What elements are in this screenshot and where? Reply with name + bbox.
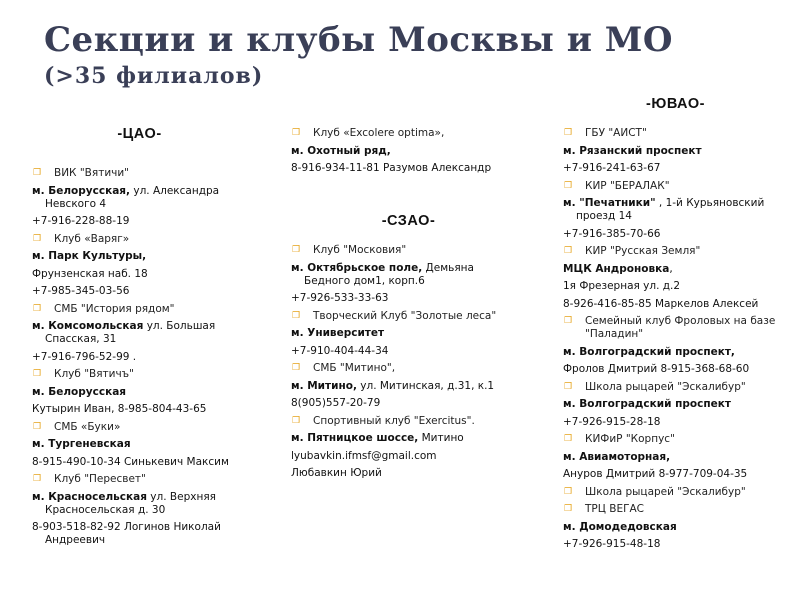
phone-line: +7-985-345-03-56 [32, 285, 130, 297]
district-header-yuvao: -ЮВАО- [646, 96, 705, 112]
metro-line: м. Университет [291, 327, 385, 339]
bullet-icon: ❒ [33, 369, 42, 379]
contact-line: 8-916-934-11-81 Разумов Александр [291, 162, 492, 174]
bullet-icon: ❒ [292, 363, 301, 373]
phone-line: +7-926-533-33-63 [291, 292, 389, 304]
bullet-icon: ❒ [564, 180, 573, 191]
column-yuvao [563, 98, 778, 556]
club-item: ❒ ВИК "Вятичи" [33, 167, 129, 179]
contact-line: 8-926-416-85-85 Маркелов Алексей [563, 297, 759, 310]
metro-line: м. Белорусская [32, 385, 127, 398]
contact-line: Фролов Дмитрий 8-915-368-68-60 [563, 363, 750, 375]
bullet-icon: ❒ [564, 486, 573, 497]
email-line: lyubavkin.ifmsf@gmail.com [291, 449, 437, 462]
metro-line: м. Волгоградский проспект, [563, 345, 735, 358]
club-item: ❒ Клуб "Пересвет" [33, 473, 146, 485]
contact-line: Кутырин Иван, 8-985-804-43-65 [32, 403, 207, 415]
bullet-icon: ❒ [292, 245, 301, 255]
club-item: ❒ Клуб "Московия" [292, 244, 407, 256]
bullet-icon: ❒ [564, 504, 573, 514]
club-item: ❒ Клуб «Excolere optima», [292, 127, 445, 139]
phone-line: +7-926-915-28-18 [563, 415, 661, 428]
phone-line: +7-926-915-48-18 [563, 538, 661, 550]
address-line: м. Митино, ул. Митинская, д.31, к.1 [291, 379, 495, 392]
club-item: ❒ Школа рыцарей "Эскалибур" [564, 380, 746, 393]
club-item: ❒ Клуб "Вятичъ" [33, 368, 134, 380]
address-line: м. Белорусская, ул. Александра Невского 4 [32, 184, 220, 210]
bullet-icon: ❒ [292, 415, 301, 426]
bullet-icon: ❒ [564, 381, 573, 392]
bullet-icon: ❒ [564, 246, 573, 256]
bullet-icon: ❒ [33, 303, 42, 314]
column-szao [291, 127, 516, 485]
contact-line: 8-903-518-82-92 Логинов Николай Андреевич [32, 521, 221, 546]
address-line: м. Комсомольская ул. Большая Спасская, 31 [32, 320, 216, 345]
club-item: ❒ КИФиР "Корпус" [564, 433, 675, 445]
title-main: Секции и клубы Москвы и МО [44, 20, 674, 60]
bullet-icon: ❒ [564, 434, 573, 444]
metro-line: м. Домодедовская [563, 520, 677, 533]
club-item: ❒ СМБ «Буки» [33, 420, 121, 433]
metro-line: МЦК Андроновка, [563, 262, 673, 275]
address-line: Фрунзенская наб. 18 [32, 267, 148, 280]
phone-line: +7-916-228-88-19 [32, 215, 130, 227]
phone-line: 8(905)557-20-79 [291, 397, 381, 409]
club-item: ❒ СМБ "История рядом" [33, 302, 175, 315]
metro-line: м. Тургеневская [32, 438, 131, 450]
club-item: ❒ Школа рыцарей "Эскалибур" [564, 485, 746, 498]
district-header-tsao: -ЦАО- [117, 126, 162, 142]
contact-line: Любавкин Юрий [291, 467, 382, 479]
address-line: м. Пятницкое шоссе, Митино [291, 432, 464, 444]
club-item: ❒ КИР "Русская Земля" [564, 245, 701, 257]
club-item: ❒ Клуб «Варяг» [33, 232, 130, 245]
club-item: ❒ Творческий Клуб "Золотые леса" [292, 309, 497, 322]
club-item: ❒ СМБ "Митино", [292, 362, 396, 374]
title-subtitle: (>35 филиалов) [44, 63, 264, 89]
bullet-icon: ❒ [33, 421, 42, 432]
club-item: ❒ КИР "БЕРАЛАК" [564, 179, 670, 192]
metro-line: м. Охотный ряд, [291, 144, 391, 157]
club-item: ❒ ГБУ "АИСТ" [564, 127, 647, 139]
club-item: ❒ Спортивный клуб "Exercitus". [292, 414, 475, 427]
contact-line: Ануров Дмитрий 8-977-709-04-35 [563, 468, 748, 480]
bullet-icon: ❒ [33, 233, 42, 244]
phone-line: +7-916-241-63-67 [563, 162, 661, 174]
page-title [44, 20, 673, 92]
address-line: м. "Печатники" , 1-й Курьяновский проезд 14 [563, 197, 765, 222]
column-tsao [32, 128, 247, 552]
metro-line: м. Парк Культуры, [32, 250, 147, 262]
address-line: 1я Фрезерная ул. д.2 [563, 280, 681, 292]
bullet-icon: ❒ [292, 128, 301, 138]
club-item: ❒ ТРЦ ВЕГАС [564, 503, 644, 515]
metro-line: м. Волгоградский проспект [563, 398, 731, 410]
bullet-icon: ❒ [564, 316, 573, 326]
bullet-icon: ❒ [564, 128, 573, 138]
metro-line: м. Рязанский проспект [563, 144, 702, 157]
bullet-icon: ❒ [33, 168, 42, 178]
bullet-icon: ❒ [292, 310, 301, 321]
contact-line: 8-915-490-10-34 Синькевич Максим [32, 455, 229, 468]
metro-line: м. Авиамоторная, [563, 450, 671, 463]
district-header-szao: -СЗАО- [381, 213, 436, 229]
phone-line: +7-910-404-44-34 [291, 344, 389, 357]
phone-line: +7-916-796-52-99 . [32, 350, 137, 363]
club-item: ❒ Семейный клуб Фроловых на базе "Паладин" [564, 315, 776, 340]
address-line: м. Октябрьское поле, Демьяна Бедного дом1, корп.6 [291, 261, 474, 287]
bullet-icon: ❒ [33, 474, 42, 484]
phone-line: +7-916-385-70-66 [563, 227, 661, 240]
address-line: м. Красносельская ул. Верхняя Красносельская д. 30 [32, 490, 216, 516]
